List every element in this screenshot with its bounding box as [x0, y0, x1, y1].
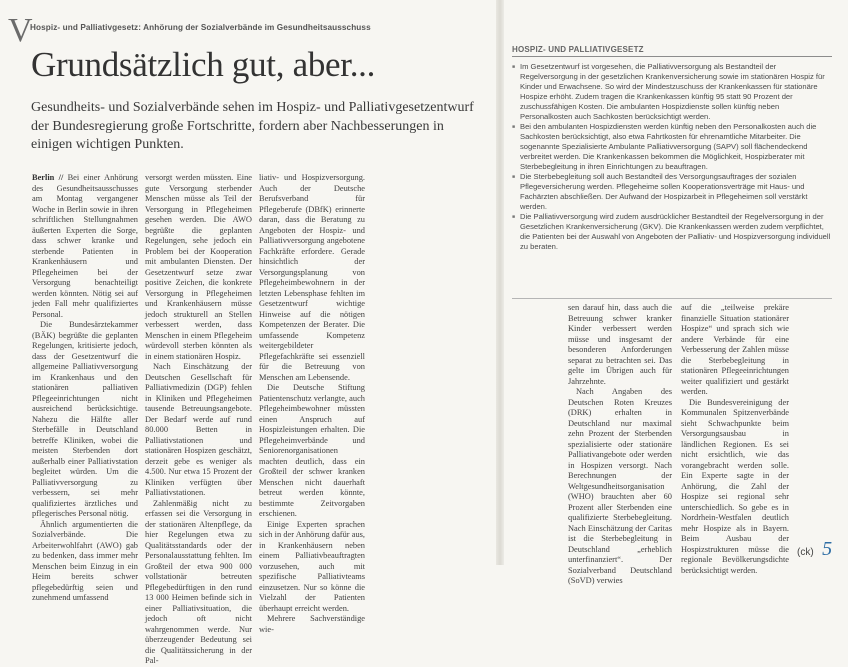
- paragraph: Die Bundesärztekammer (BÄK) begrüßte die geplanten Regelungen, kritisierte jedoch, dass der Gesetzentwurf die allgemeine Palliativversorgung im Krankenhaus und den stationären palliativen Pflegeeinrichtungen nicht ausreichend berücksichtige. Nahezu die Hälfte aller Sterbefälle in Deutschland betreffe Kliniken, wobei die meisten Sterbenden dort außerhalb einer Palliativstation begleitet würden. Um die Palliativversorgung zu verbessern, sei mehr qualifiziertes ärztliches und pflegerisches Personal nötig.: [32, 320, 138, 518]
- paragraph: sen darauf hin, dass auch die Betreuung schwer kranker Kinder verbessert werden müsse und insgesamt der besonderen Anforderungen separat zu betrachten sei. Das gelte im Übrigen auch für Jahrzehnte.: [568, 303, 672, 386]
- infobox-item: ■ Die Palliativversorgung wird zudem ausdrücklicher Bestandteil der Regelversorgung in der Gesetzlichen Krankenversicherung (GKV). Die Krankenkassen werden zudem verpflichtet, die Patienten bei der Auswahl von Angeboten der Palliativ- und Hospizversorgung individuell zu beraten.: [512, 212, 832, 252]
- page-footer: [797, 538, 832, 561]
- author-initials: (ck): [797, 547, 814, 558]
- text-column-6: [681, 303, 789, 575]
- paragraph: liativ- und Hospizversorgung. Auch der Deutsche Berufsverband für Pflegeberufe (DBfK) erinnerte daran, dass die Beratung zu Angeboten der Hospiz- und Palliativversorgung angebotene Fachkräfte erfordere. Gerade hinsichtlich der Versorgungsplanung von Pflegeheimbewohnern in der letzten Lebensphase fehlten im Gesetzentwurf wichtige Hinweise auf die nötigen Kompetenzen der Berater. Die umfassende Kompetenz weitergebildeter Pflegefachkräfte sei essenziell für die Betreuung von Menschen am Lebensende.: [259, 173, 365, 382]
- paragraph: Einige Experten sprachen sich in der Anhörung dafür aus, in Krankenhäusern neben einem Palliativbeauftragten vorzusehen, auch mit spezifische Palliativteams einzusetzen. Nur so könne die Vielzahl der Patienten überhaupt erreicht werden.: [259, 519, 365, 613]
- dateline: Berlin //: [32, 173, 64, 182]
- paragraph: Die Deutsche Stiftung Patientenschutz verlangte, auch Pflegeheimbewohner müssten einen Anspruch auf Hospizleistungen erhalten. Die Pflegeheimverbände und Seniorenorganisationen machten deutlich, dass ein Großteil der schwer kranken Menschen nicht dauerhaft betreut werden könnte, bestimmte Zeitvorgaben erschienen.: [259, 383, 365, 518]
- paragraph: [32, 173, 138, 320]
- paragraph: Zahlenmäßig nicht zu erfassen sei die Versorgung in der stationären Altenpflege, da hier Regelungen etwa zu Qualitätsstandards oder der Personalausstattung fehlten. Im Großteil der etwa 900 000 vollstationär betreuten Pflegebedürftigen in den rund 13 000 Heimen befinde sich in einer Palliativsituation, die jedoch oft nicht wahrgenommen werde. Nur überzeugender Bedeutung sei die Qualitätssicherung in der Pal-: [145, 498, 252, 665]
- infobox: [512, 62, 832, 252]
- paragraph: Nach Einschätzung der Deutschen Gesellschaft für Palliativmedizin (DGP) fehlen in Kliniken und Pflegeheimen tausende Betreuungsangebote. Der Bedarf werde auf rund 80.000 Betten in Palliativstationen und stationären Hospizen geschätzt, derzeit gebe es weniger als 4.500. Nur etwa 15 Prozent der Kliniken verfügten über Palliativstationen.: [145, 362, 252, 497]
- text-column-2: [145, 173, 252, 665]
- infobox-item: ■ Die Sterbebegleitung soll auch Bestandteil des Versorgungsauftrages der sozialen Pflegeversicherung werden. Pflegeheime sollen Kooperationsverträge mit Haus- und Fachärzten abschließen. Der Aufwand der Hospizarbeit in Pflegeheimen soll verstärkt werden.: [512, 172, 832, 212]
- infobox-heading: HOSPIZ- UND PALLIATIVGESETZ: [512, 45, 644, 54]
- article-lead: Gesundheits- und Sozialverbände sehen im Hospiz- und Palliativgesetzentwurf der Bundesregierung große Fortschritte, fordern aber Nachbesserungen in einigen wichtigen Punkten.: [31, 100, 474, 152]
- article-headline: Grundsätzlich gut, aber...: [31, 45, 376, 84]
- paragraph: versorgt werden müssten. Eine gute Versorgung sterbender Menschen müsse als Teil der Versorgung in Pflegeheimen gesehen werden. Die AWO begrüßte die geplanten Regelungen, sehe jedoch ein Problem bei der Kooperation mit ambulanten Diensten. Der Gesetzentwurf setze zwar positive Zeichen, die konkrete Versorgung in Pflegeheimen und Krankenhäusern müsse jedoch strukturell an Stellen verbessert werden, dass Menschen in einem Pflegeheim würdevoll sterben könnten als in einem stationären Hospiz.: [145, 173, 252, 361]
- text-column-1: [32, 173, 138, 602]
- text-column-3: [259, 173, 365, 634]
- paragraph-text: Bei einer Anhörung des Gesundheitsausschusses am Montag vergangener Woche in Berlin sowie in ihren schriftlichen Stellungnahmen äußerten Experten die Sorge, dass schwer kranke und sterbende Patienten in Krankenhäusern und Pflegeheimen bei der Versorgung benachteiligt werden könnten. Nötig sei auf jeden Fall mehr qualifiziertes Personal.: [32, 173, 138, 319]
- page-number: 5: [822, 538, 833, 560]
- paragraph: Mehrere Sachverständige wie-: [259, 614, 365, 634]
- divider: [512, 56, 832, 57]
- article-kicker: Hospiz- und Palliativgesetz: Anhörung der Sozialverbände im Gesundheitsausschuss: [30, 23, 371, 32]
- infobox-item: ■ Im Gesetzentwurf ist vorgesehen, die Palliativversorgung als Bestandteil der Regelversorgung in der gesetzlichen Krankenversicherung sowie im stationären Hospiz für Kinder und Erwachsene. So wird der Mindestzuschuss der Krankenkassen für stationäre Hospize erhöht. Zudem tragen die Krankenkassen künftig 95 statt 90 Prozent der zuschussfähigen Kosten. Die ambulanten Hospizdienste sollen künftig neben Personalkosten auch Sachkosten berücksichtigt werden.: [512, 62, 832, 122]
- paragraph: Ähnlich argumentierten die Sozialverbände. Die Arbeiterwohlfahrt (AWO) gab zu bedenken, dass immer mehr Menschen beim Einzug in ein Heim bereits schwer pflegebedürftig seien und zunehmend umfassend: [32, 519, 138, 602]
- paragraph: Nach Angaben des Deutschen Roten Kreuzes (DRK) erhalten in Deutschland nur maximal zehn Prozent der Sterbenden spezialisierte oder stationäre Palliativangebote oder werden in Hospizen versorgt. Nach Berechnungen der Weltgesundheitsorganisation (WHO) brauchten aber 60 Prozent aller Sterbenden eine qualifizierte Sterbebegleitung. Nach Einschätzung der Caritas ist die Sterbebegleitung in Deutschland „erheblich unterfinanziert“. Der Sozialverband Deutschland (SoVD) verwies: [568, 387, 672, 585]
- paragraph: auf die „teilweise prekäre finanzielle Situation stationärer Hospize“ und sprach sich wie andere Verbände für eine Verbesserung der Zahlen müsse die Sterbebegleitung in stationären Pflegeeinrichtungen weiter qualifiziert und gestärkt werden.: [681, 303, 789, 396]
- divider: [512, 298, 832, 299]
- paragraph: Die Bundesvereinigung der Kommunalen Spitzenverbände sieht Schwachpunkte beim Versorgungsausbau in ländlichen Regionen. Es sei nicht ersichtlich, wie das vorangebracht werden solle. Ein Experte sagte in der Anhörung, die Zahl der Hospize sei regional sehr unterschiedlich. So gebe es in Nordrhein-Westfalen deutlich mehr Hospize als in Bayern. Beim Ausbau der Hospizstrukturen müsse die regionale Bevölkerungsdichte berücksichtigt werden.: [681, 397, 789, 575]
- infobox-item: ■ Bei den ambulanten Hospizdiensten werden künftig neben den Personalkosten auch die Sachkosten berücksichtigt, also etwa Fahrtkosten für ehrenamtliche Mitarbeiter. Die sogenannte Spezialisierte Ambulante Palliativversorgung (SAPV) soll flächendeckend verbreitet werden. Die Krankenkassen bekommen die Möglichkeit, Hospizberater mit Sterbebegleitung in ihren Einrichtungen zu beauftragen.: [512, 122, 832, 172]
- section-logo: V: [8, 12, 33, 49]
- text-column-5: [568, 303, 672, 585]
